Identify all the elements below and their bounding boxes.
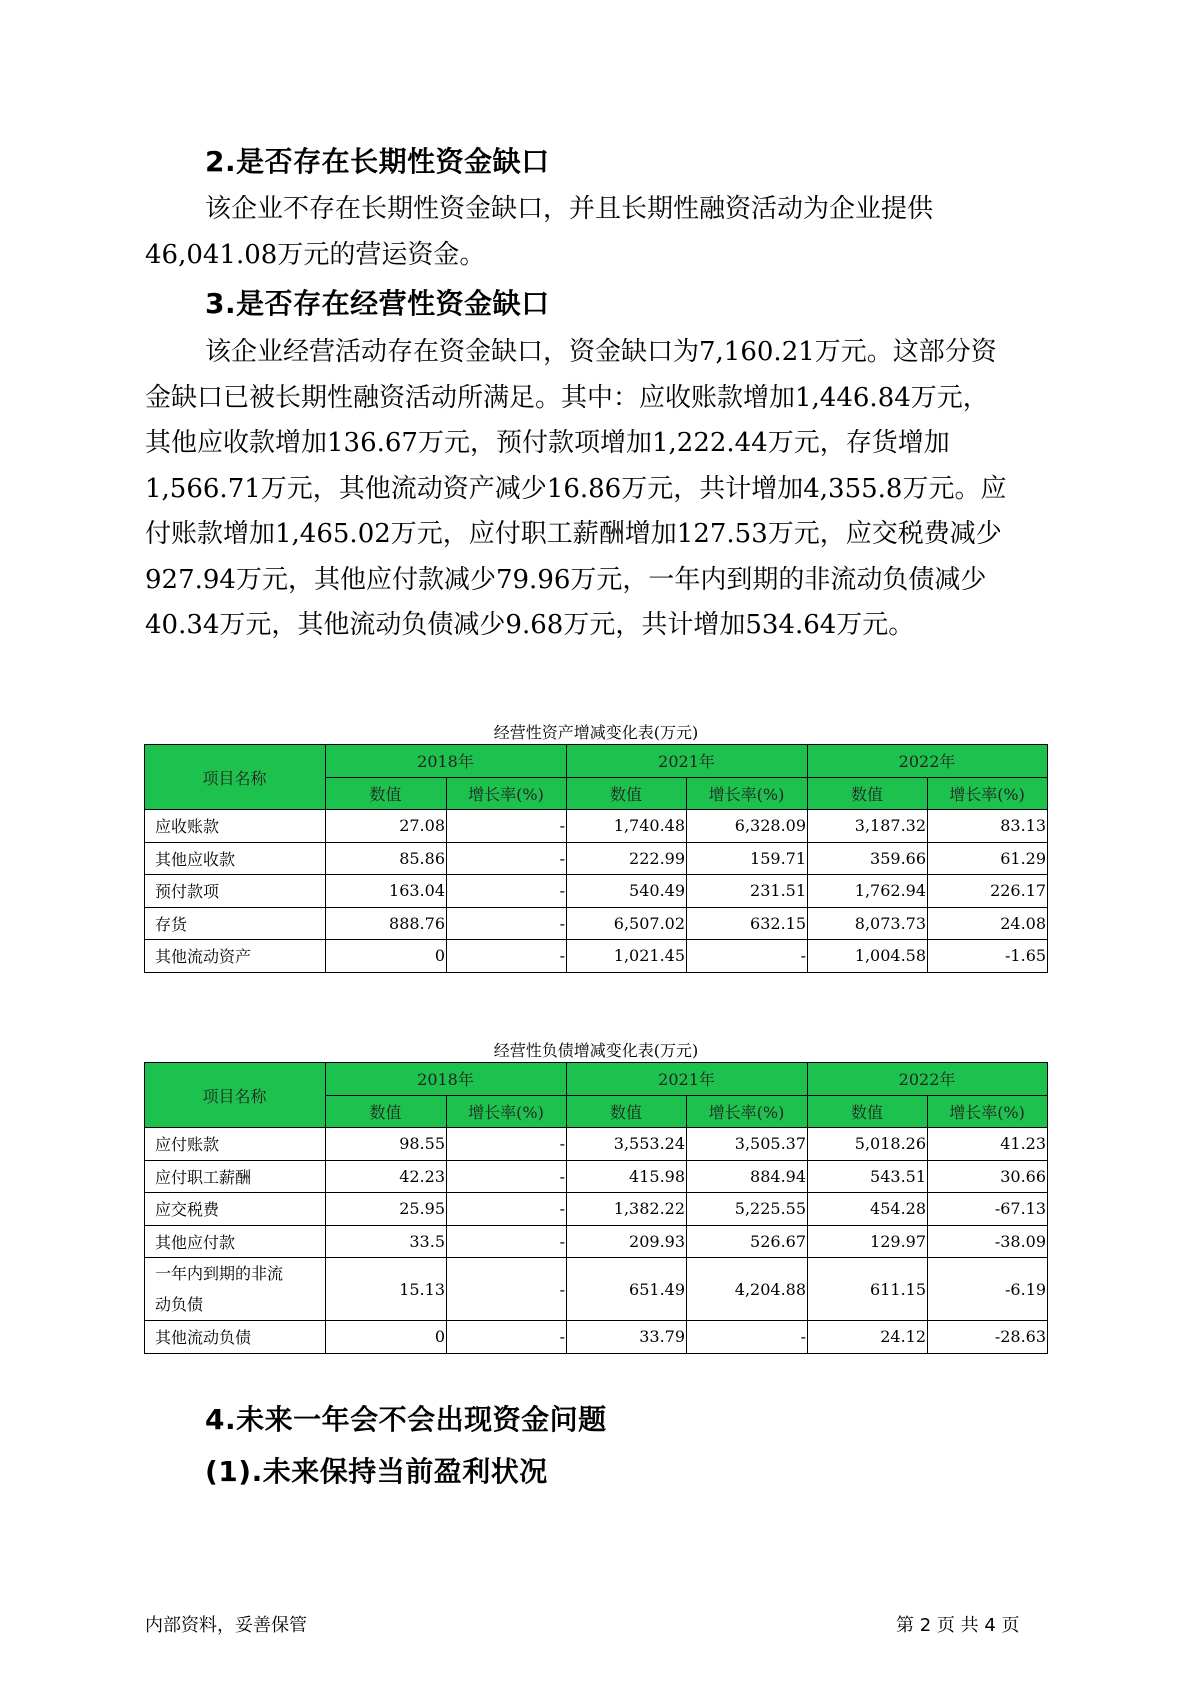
cell: 884.94 <box>687 1160 808 1193</box>
row-name: 应交税费 <box>145 1193 326 1226</box>
growth-header: 增长率(%) <box>928 1095 1048 1128</box>
cell: 83.13 <box>928 810 1048 843</box>
cell: 526.67 <box>687 1225 808 1258</box>
year-header: 2018年 <box>326 745 567 778</box>
row-name-line: 一年内到期的非流 <box>155 1264 284 1283</box>
table-row <box>145 1225 1048 1258</box>
cell: - <box>447 1193 567 1226</box>
row-name <box>145 1258 326 1321</box>
growth-header: 增长率(%) <box>928 777 1048 810</box>
item-name-header: 项目名称 <box>145 745 326 810</box>
liability-change-table <box>144 1062 1048 1354</box>
cell: 359.66 <box>808 842 928 875</box>
cell: - <box>447 875 567 908</box>
cell: 98.55 <box>326 1128 447 1161</box>
cell: 24.12 <box>808 1321 928 1354</box>
table-row <box>145 1258 1048 1321</box>
cell: 24.08 <box>928 907 1048 940</box>
cell: - <box>447 1321 567 1354</box>
cell: - <box>447 907 567 940</box>
cell: 129.97 <box>808 1225 928 1258</box>
cell: 27.08 <box>326 810 447 843</box>
row-name: 应付职工薪酬 <box>145 1160 326 1193</box>
row-name: 存货 <box>145 907 326 940</box>
cell: 651.49 <box>567 1258 687 1321</box>
year-header: 2021年 <box>567 745 808 778</box>
footer-page-number: 第 2 页 共 4 页 <box>896 1615 1020 1636</box>
paragraph-line: 927.94万元，其他应付款减少79.96万元，一年内到期的非流动负债减少 <box>145 564 987 595</box>
cell: - <box>447 1258 567 1321</box>
paragraph-line: 1,566.71万元，其他流动资产减少16.86万元，共计增加4,355.8万元。应 <box>145 473 1007 504</box>
row-name: 其他流动资产 <box>145 940 326 973</box>
growth-header: 增长率(%) <box>447 777 567 810</box>
value-header: 数值 <box>326 1095 447 1128</box>
section-heading-4: 4.未来一年会不会出现资金问题 <box>205 1403 607 1436</box>
paragraph-line: 金缺口已被长期性融资活动所满足。其中：应收账款增加1,446.84万元， <box>145 382 989 413</box>
cell: 415.98 <box>567 1160 687 1193</box>
cell: 888.76 <box>326 907 447 940</box>
table-header-row <box>145 745 1048 778</box>
cell: - <box>687 1321 808 1354</box>
cell: 540.49 <box>567 875 687 908</box>
cell: 0 <box>326 1321 447 1354</box>
cell: 6,507.02 <box>567 907 687 940</box>
cell: 222.99 <box>567 842 687 875</box>
cell: -28.63 <box>928 1321 1048 1354</box>
paragraph-line: 40.34万元，其他流动负债减少9.68万元，共计增加534.64万元。 <box>145 610 915 640</box>
subsection-heading-4-1: (1).未来保持当前盈利状况 <box>205 1455 548 1488</box>
cell: 42.23 <box>326 1160 447 1193</box>
cell: 25.95 <box>326 1193 447 1226</box>
cell: -38.09 <box>928 1225 1048 1258</box>
row-name-line: 动负债 <box>155 1295 204 1314</box>
year-header: 2022年 <box>808 1063 1048 1096</box>
cell: - <box>687 940 808 973</box>
cell: 1,382.22 <box>567 1193 687 1226</box>
cell: 611.15 <box>808 1258 928 1321</box>
row-name: 其他应付款 <box>145 1225 326 1258</box>
row-name: 应收账款 <box>145 810 326 843</box>
paragraph-line: 其他应收款增加136.67万元，预付款项增加1,222.44万元，存货增加 <box>145 428 950 458</box>
asset-table-caption: 经营性资产增减变化表(万元) <box>493 723 699 742</box>
growth-header: 增长率(%) <box>447 1095 567 1128</box>
table-row <box>145 810 1048 843</box>
cell: 8,073.73 <box>808 907 928 940</box>
cell: -6.19 <box>928 1258 1048 1321</box>
cell: 543.51 <box>808 1160 928 1193</box>
table-row <box>145 940 1048 973</box>
cell: 41.23 <box>928 1128 1048 1161</box>
value-header: 数值 <box>567 777 687 810</box>
cell: - <box>447 810 567 843</box>
value-header: 数值 <box>567 1095 687 1128</box>
cell: 163.04 <box>326 875 447 908</box>
growth-header: 增长率(%) <box>687 1095 808 1128</box>
cell: 0 <box>326 940 447 973</box>
cell: - <box>447 842 567 875</box>
value-header: 数值 <box>808 1095 928 1128</box>
cell: 1,740.48 <box>567 810 687 843</box>
cell: 33.79 <box>567 1321 687 1354</box>
year-header: 2022年 <box>808 745 1048 778</box>
cell: 5,225.55 <box>687 1193 808 1226</box>
cell: 6,328.09 <box>687 810 808 843</box>
item-name-header: 项目名称 <box>145 1063 326 1128</box>
section-heading-2: 2.是否存在长期性资金缺口 <box>205 145 550 178</box>
table-header-row <box>145 1063 1048 1096</box>
row-name: 应付账款 <box>145 1128 326 1161</box>
cell: - <box>447 1225 567 1258</box>
table-row <box>145 1160 1048 1193</box>
cell: 15.13 <box>326 1258 447 1321</box>
cell: 632.15 <box>687 907 808 940</box>
value-header: 数值 <box>808 777 928 810</box>
table-row <box>145 907 1048 940</box>
cell: 30.66 <box>928 1160 1048 1193</box>
paragraph-long-term-gap <box>145 187 1060 278</box>
table-row <box>145 842 1048 875</box>
cell: 1,004.58 <box>808 940 928 973</box>
table-row <box>145 1128 1048 1161</box>
cell: 3,187.32 <box>808 810 928 843</box>
cell: 231.51 <box>687 875 808 908</box>
paragraph-line: 该企业不存在长期性资金缺口，并且长期性融资活动为企业提供 <box>205 194 934 224</box>
cell: 1,021.45 <box>567 940 687 973</box>
row-name: 其他流动负债 <box>145 1321 326 1354</box>
cell: 5,018.26 <box>808 1128 928 1161</box>
cell: -67.13 <box>928 1193 1048 1226</box>
paragraph-line: 46,041.08万元的营运资金。 <box>145 239 486 270</box>
row-name: 预付款项 <box>145 875 326 908</box>
cell: 4,204.88 <box>687 1258 808 1321</box>
row-name: 其他应收款 <box>145 842 326 875</box>
cell: 209.93 <box>567 1225 687 1258</box>
paragraph-line: 该企业经营活动存在资金缺口，资金缺口为7,160.21万元。这部分资 <box>205 337 997 367</box>
year-header: 2021年 <box>567 1063 808 1096</box>
table-row <box>145 875 1048 908</box>
cell: - <box>447 1160 567 1193</box>
growth-header: 增长率(%) <box>687 777 808 810</box>
liability-table-caption: 经营性负债增减变化表(万元) <box>493 1041 699 1060</box>
cell: - <box>447 1128 567 1161</box>
table-row <box>145 1193 1048 1226</box>
cell: 1,762.94 <box>808 875 928 908</box>
cell: 454.28 <box>808 1193 928 1226</box>
cell: 33.5 <box>326 1225 447 1258</box>
section-heading-3: 3.是否存在经营性资金缺口 <box>205 287 550 320</box>
cell: 159.71 <box>687 842 808 875</box>
year-header: 2018年 <box>326 1063 567 1096</box>
cell: 61.29 <box>928 842 1048 875</box>
paragraph-line: 付账款增加1,465.02万元，应付职工薪酬增加127.53万元，应交税费减少 <box>145 519 1002 549</box>
asset-change-table <box>144 744 1048 973</box>
footer-confidential-note: 内部资料，妥善保管 <box>145 1615 307 1636</box>
value-header: 数值 <box>326 777 447 810</box>
paragraph-operating-gap <box>145 330 1060 649</box>
cell: 226.17 <box>928 875 1048 908</box>
cell: 3,553.24 <box>567 1128 687 1161</box>
cell: -1.65 <box>928 940 1048 973</box>
table-row <box>145 1321 1048 1354</box>
cell: 85.86 <box>326 842 447 875</box>
cell: - <box>447 940 567 973</box>
cell: 3,505.37 <box>687 1128 808 1161</box>
